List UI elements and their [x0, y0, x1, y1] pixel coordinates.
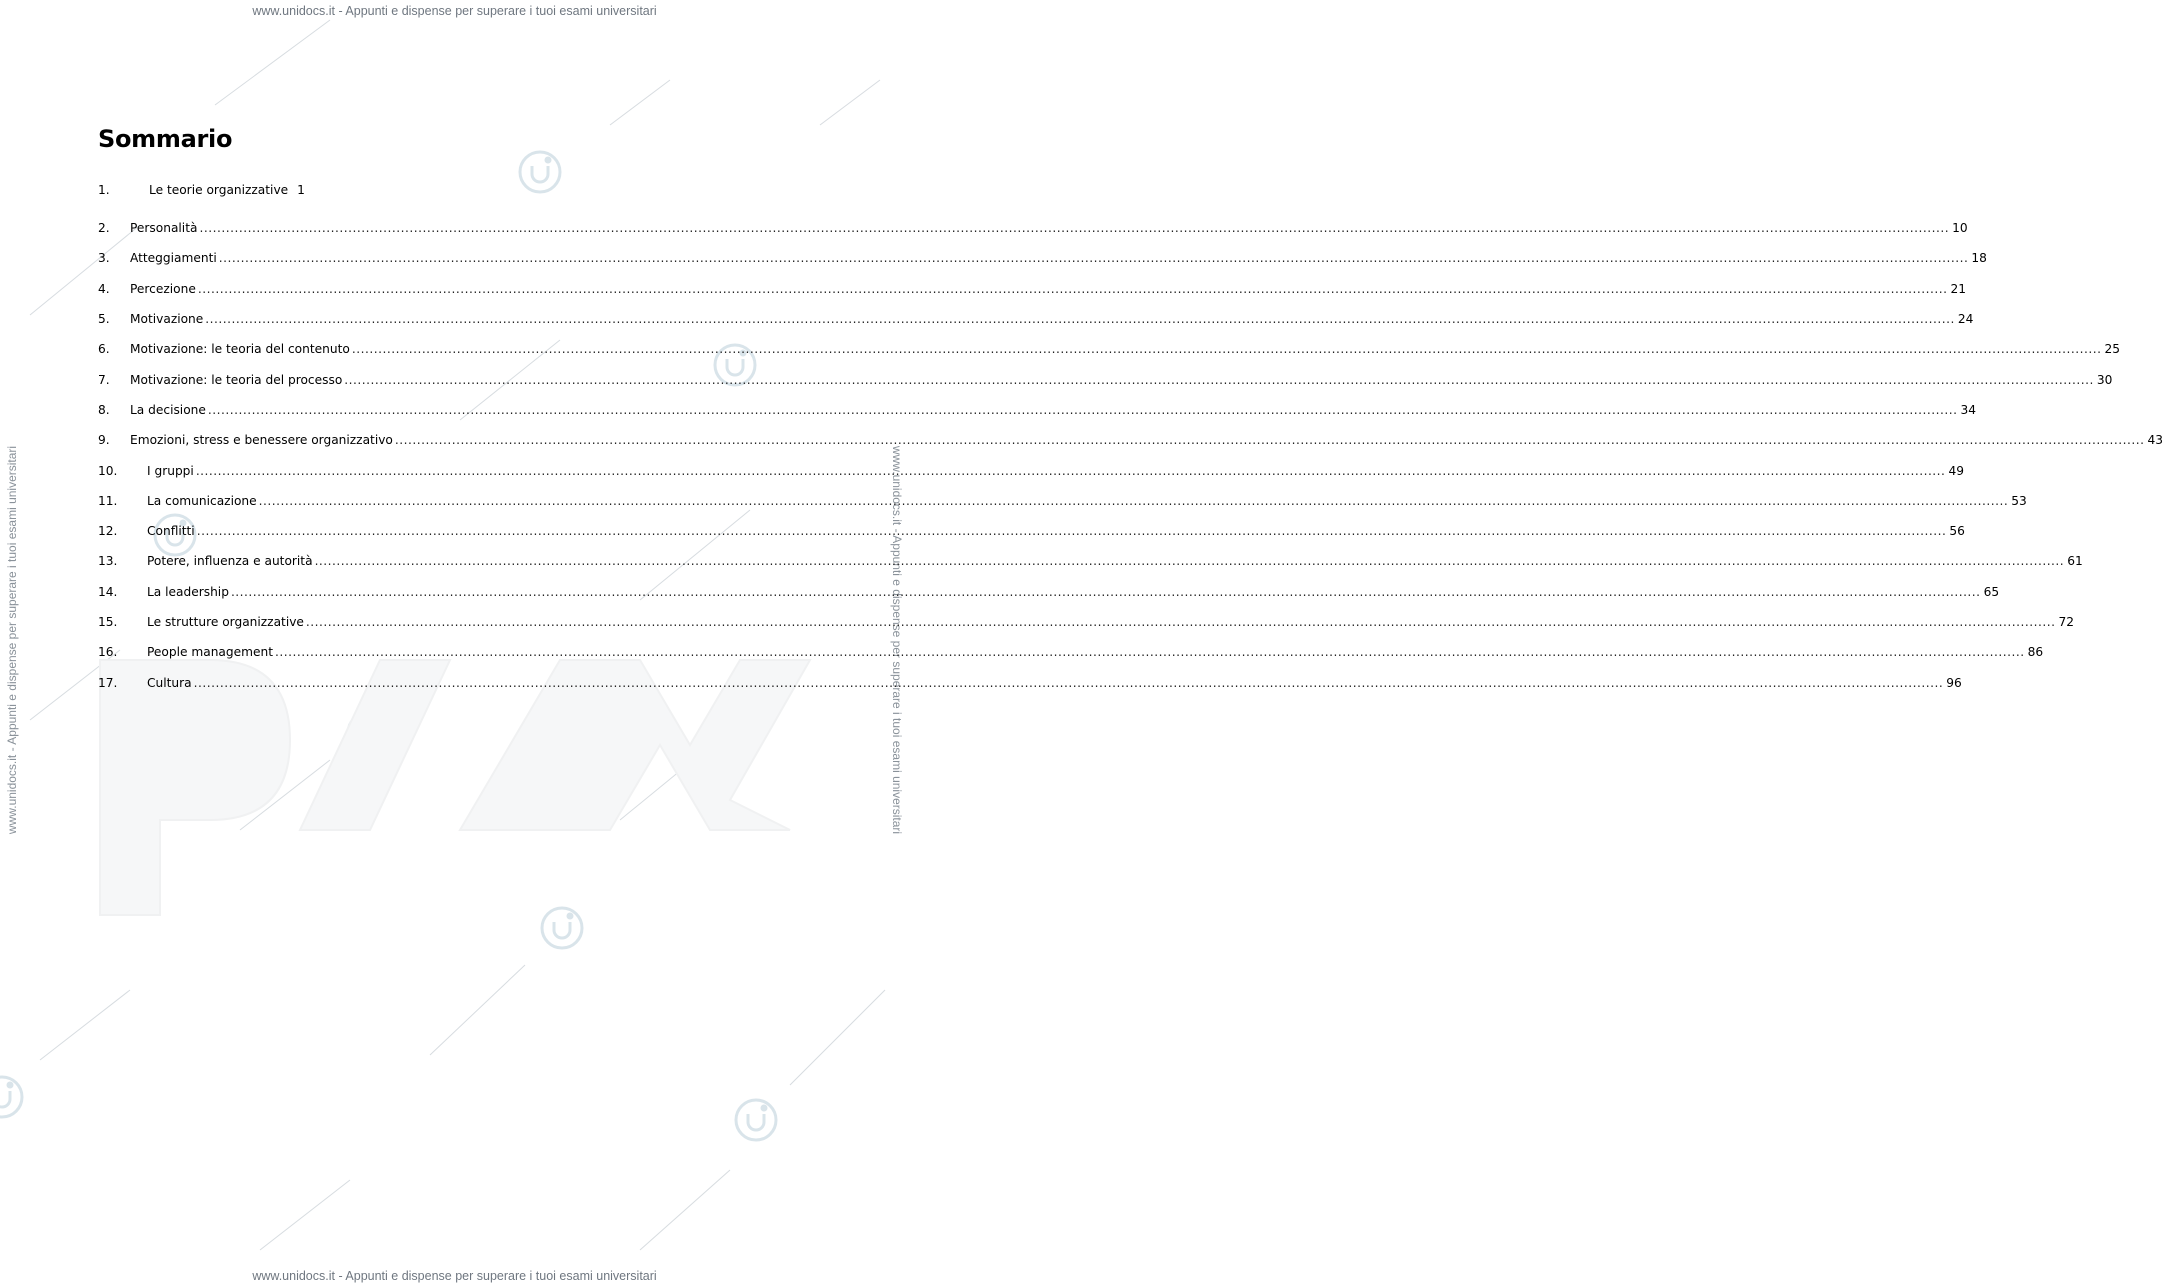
- toc-number: 3.: [98, 251, 110, 265]
- watermark-side-left: www.unidocs.it - Appunti e dispense per superare i tuoi esami universitari: [5, 445, 19, 835]
- toc-page-number: 61: [2067, 554, 2083, 568]
- watermark-side-right: www.unidocs.it - Appunti e dispense per superare i tuoi esami universitari: [890, 445, 904, 835]
- toc-page-number: 34: [1960, 403, 1977, 417]
- toc-entry-1[interactable]: [98, 180, 811, 200]
- toc-entry-12[interactable]: [98, 521, 1965, 541]
- watermark-header: www.unidocs.it - Appunti e dispense per superare i tuoi esami universitari: [252, 4, 657, 18]
- toc-entry-6[interactable]: [98, 339, 2120, 359]
- toc-entry-2[interactable]: [98, 218, 1968, 238]
- toc-entry-3[interactable]: [98, 248, 1987, 268]
- toc-dot-leader: ................................................................................................................................................................................................................................................................................................................................................................................................................: [275, 645, 2025, 659]
- toc-number: 15.: [98, 615, 118, 629]
- toc-number: 1.: [98, 183, 110, 197]
- toc-dot-leader: ................................................................................................................................................................................................................................................................................................................................................................................................................: [351, 342, 2102, 356]
- toc-entry-15[interactable]: [98, 612, 2075, 632]
- document-title: Sommario: [98, 125, 233, 153]
- toc-entry-13[interactable]: [98, 551, 2083, 571]
- toc-entry-7[interactable]: [98, 370, 2113, 390]
- toc-title: Emozioni, stress e benessere organizzativo: [130, 433, 393, 447]
- toc-title: Personalità: [130, 221, 198, 235]
- toc-number: 2.: [98, 221, 110, 235]
- toc-page-number: 18: [1971, 251, 1987, 265]
- toc-entry-4[interactable]: [98, 279, 1966, 299]
- toc-number: 7.: [98, 373, 110, 387]
- toc-number: 11.: [98, 494, 118, 508]
- toc-entry-9[interactable]: [98, 430, 2163, 450]
- toc-title: La decisione: [130, 403, 206, 417]
- toc-title: Cultura: [147, 676, 192, 690]
- toc-dot-leader: ................................................................................................................................................................................................................................................................................................................................................................................................................: [207, 403, 1958, 417]
- toc-dot-leader: ................................................................................................................................................................................................................................................................................................................................................................................................................: [205, 312, 1955, 326]
- toc-number: 17.: [98, 676, 118, 690]
- toc-dot-leader: ................................................................................................................................................................................................................................................................................................................................................................................................................: [305, 615, 2056, 629]
- toc-dot-leader: ................................................................................................................................................................................................................................................................................................................................................................................................................: [199, 221, 1950, 235]
- toc-entry-16[interactable]: [98, 642, 2044, 662]
- toc-dot-leader: ................................................................................................................................................................................................................................................................................................................................................................................................................: [218, 251, 1969, 265]
- toc-entry-17[interactable]: [98, 673, 1962, 693]
- toc-page-number: 53: [2011, 494, 2027, 508]
- toc-entry-10[interactable]: [98, 461, 1964, 481]
- toc-title: People management: [147, 645, 274, 659]
- toc-title: Percezione: [130, 282, 196, 296]
- toc-page-number: 72: [2058, 615, 2075, 629]
- toc-number: 8.: [98, 403, 110, 417]
- toc-number: 14.: [98, 585, 118, 599]
- toc-title: Motivazione: [130, 312, 204, 326]
- toc-page-number: 30: [2096, 373, 2113, 387]
- toc-dot-leader: ................................................................................................................................................................................................................................................................................................................................................................................................................: [193, 676, 1944, 690]
- toc-entry-5[interactable]: [98, 309, 1974, 329]
- toc-number: 13.: [98, 554, 118, 568]
- toc-page-number: 1: [297, 183, 305, 197]
- toc-page-number: 21: [1950, 282, 1966, 296]
- toc-page-number: 96: [1946, 676, 1962, 690]
- toc-page-number: 86: [2027, 645, 2044, 659]
- toc-dot-leader: ................................................................................................................................................................................................................................................................................................................................................................................................................: [344, 373, 2094, 387]
- toc-title: Motivazione: le teoria del contenuto: [130, 342, 350, 356]
- toc-page-number: 43: [2147, 433, 2163, 447]
- toc-page-number: 10: [1952, 221, 1968, 235]
- toc-title: Potere, influenza e autorità: [147, 554, 313, 568]
- toc-dot-leader: ................................................................................................................................................................................................................................................................................................................................................................................................................: [196, 524, 1947, 538]
- toc-number: 6.: [98, 342, 110, 356]
- toc-title: Conflitti: [147, 524, 195, 538]
- toc-title: Le strutture organizzative: [147, 615, 304, 629]
- toc-title: Atteggiamenti: [130, 251, 217, 265]
- toc-number: 9.: [98, 433, 110, 447]
- toc-title: Motivazione: le teoria del processo: [130, 373, 343, 387]
- toc-number: 4.: [98, 282, 110, 296]
- toc-title: I gruppi: [147, 464, 194, 478]
- toc-number: 5.: [98, 312, 110, 326]
- toc-title: La leadership: [147, 585, 229, 599]
- toc-page-number: 25: [2104, 342, 2120, 356]
- toc-dot-leader: ................................................................................................................................................................................................................................................................................................................................................................................................................: [258, 494, 2009, 508]
- toc-dot-leader: ................................................................................................................................................................................................................................................................................................................................................................................................................: [394, 433, 2145, 447]
- toc-page-number: 65: [1983, 585, 2000, 599]
- toc-entry-14[interactable]: [98, 582, 2000, 602]
- toc-dot-leader: ................................................................................................................................................................................................................................................................................................................................................................................................................: [195, 464, 1946, 478]
- toc-number: 12.: [98, 524, 118, 538]
- toc-number: 10.: [98, 464, 118, 478]
- toc-page-number: 49: [1948, 464, 1964, 478]
- toc-entry-8[interactable]: [98, 400, 1977, 420]
- toc-number: 16.: [98, 645, 118, 659]
- toc-dot-leader: ................................................................................................................................................................................................................................................................................................................................................................................................................: [197, 282, 1948, 296]
- toc-entry-11[interactable]: [98, 491, 2027, 511]
- toc-page-number: 24: [1957, 312, 1974, 326]
- toc-dot-leader: ................................................................................................................................................................................................................................................................................................................................................................................................................: [314, 554, 2065, 568]
- toc-dot-leader: ................................................................................................................................................................................................................................................................................................................................................................................................................: [230, 585, 1981, 599]
- watermark-footer: www.unidocs.it - Appunti e dispense per superare i tuoi esami universitari: [252, 1269, 657, 1283]
- toc-title: La comunicazione: [147, 494, 257, 508]
- toc-page-number: 56: [1949, 524, 1965, 538]
- toc-title: Le teorie organizzative: [149, 183, 289, 197]
